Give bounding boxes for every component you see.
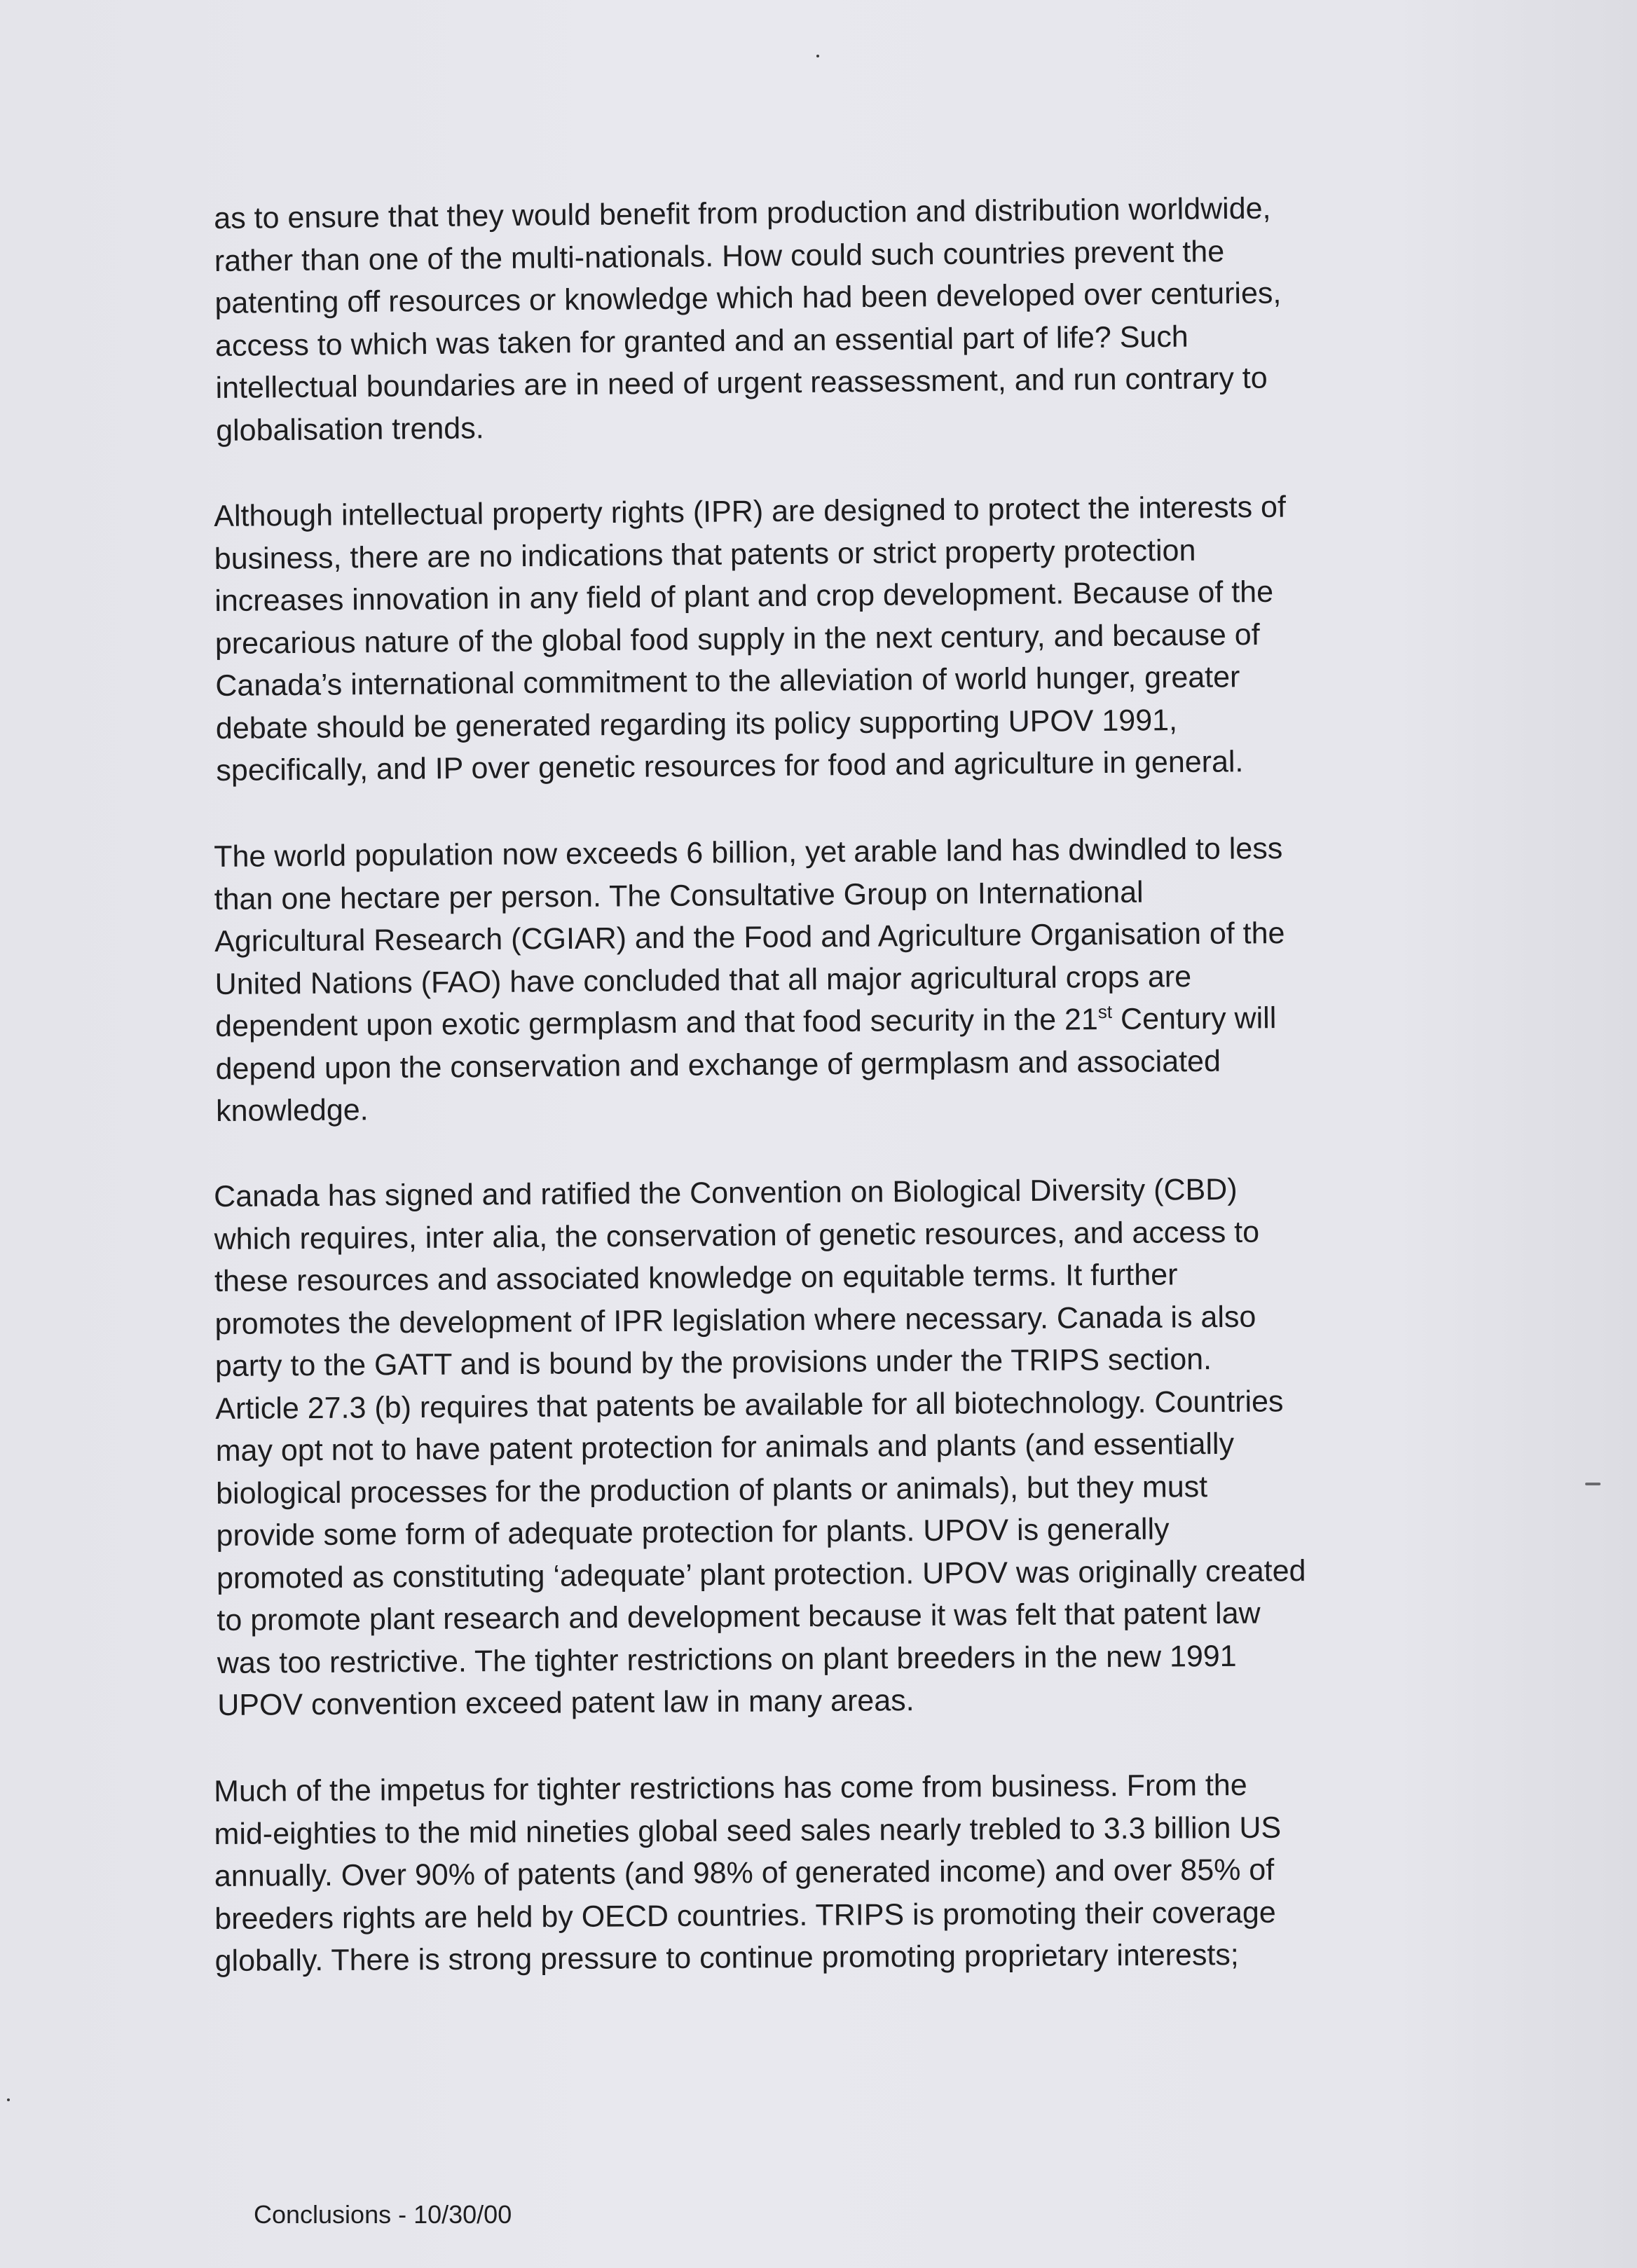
text-line: Canada’s international commitment to the alleviation of world hunger, greater [215,660,1240,703]
document-body [214,191,1531,2026]
text-line: than one hectare per person. The Consultative Group on International [214,874,1144,916]
text-line: specifically, and IP over genetic resources for food and agriculture in general. [216,745,1244,788]
text-line: United Nations (FAO) have concluded that all major agricultural crops are [214,959,1192,1001]
text-line: Agricultural Research (CGIAR) and the Food and Agriculture Organisation of the [214,916,1285,958]
text-line: biological processes for the production of plants or animals), but they must [215,1469,1208,1511]
text-line: may opt not to have patent protection for animals and plants (and essentially [215,1427,1235,1468]
text-segment: Century will [1111,1001,1277,1036]
paragraph [214,1762,1533,1982]
text-line: globally. There is strong pressure to continue promoting proprietary interests; [214,1937,1239,1978]
text-line: Although intellectual property rights (IPR) are designed to protect the interests of [214,490,1287,533]
text-line: increases innovation in any field of plant and crop development. Because of the [214,575,1274,618]
text-line: access to which was taken for granted and an essential part of life? Such [214,319,1189,363]
paragraph [214,1167,1535,1727]
text-segment: dependent upon exotic germplasm and that food security in the 21 [214,1002,1099,1043]
text-line: knowledge. [215,1092,369,1128]
text-line: globalisation trends. [215,411,484,448]
text-line: depend upon the conservation and exchange of germplasm and associated [215,1043,1221,1085]
scan-speck [1585,1483,1601,1485]
text-line: breeders rights are held by OECD countries. TRIPS is promoting their coverage [214,1895,1276,1935]
text-line: to promote plant research and development because it was felt that patent law [217,1596,1261,1637]
paragraph [214,825,1533,1132]
paragraph [214,484,1534,792]
page-footer: Conclusions - 10/30/00 [254,2200,512,2229]
text-line: intellectual boundaries are in need of urgent reassessment, and run contrary to [215,361,1268,405]
text-line: these resources and associated knowledge on equitable terms. It further [214,1258,1178,1298]
text-line: was too restrictive. The tighter restrictions on plant breeders in the new 1991 [217,1639,1237,1680]
text-line: party to the GATT and is bound by the provisions under the TRIPS section. [214,1342,1212,1383]
text-line: rather than one of the multi-nationals. How could such countries prevent the [214,234,1225,278]
ordinal-superscript: st [1097,1001,1113,1022]
text-line: business, there are no indications that patents or strict property protection [214,533,1196,576]
text-line: Much of the impetus for tighter restrictions has come from business. From the [214,1768,1247,1808]
text-line: patenting off resources or knowledge which had been developed over centuries, [214,276,1282,320]
paragraph [214,185,1533,452]
text-line: promoted as constituting ‘adequate’ plant protection. UPOV was originally created [216,1553,1306,1595]
text-line: The world population now exceeds 6 billion, yet arable land has dwindled to less [214,831,1283,874]
text-line: debate should be generated regarding its policy supporting UPOV 1991, [215,703,1178,745]
text-line: promotes the development of IPR legislation where necessary. Canada is also [214,1300,1256,1341]
text-line: provide some form of adequate protection for plants. UPOV is generally [216,1512,1170,1553]
text-line: mid-eighties to the mid nineties global seed sales nearly trebled to 3.3 billion US [214,1810,1282,1850]
text-line: annually. Over 90% of patents (and 98% of generated income) and over 85% of [214,1853,1275,1893]
text-line: which requires, inter alia, the conservation of genetic resources, and access to [214,1215,1260,1256]
scan-speck [816,55,819,57]
text-line: Canada has signed and ratified the Convention on Biological Diversity (CBD) [214,1172,1238,1214]
text-line: UPOV convention exceed patent law in many areas. [217,1684,915,1722]
text-line: Article 27.3 (b) requires that patents be available for all biotechnology. Countries [215,1384,1284,1426]
scan-speck [7,2098,10,2101]
text-line: as to ensure that they would benefit from production and distribution worldwide, [214,191,1271,235]
text-line: precarious nature of the global food supply in the next century, and because of [214,617,1260,661]
